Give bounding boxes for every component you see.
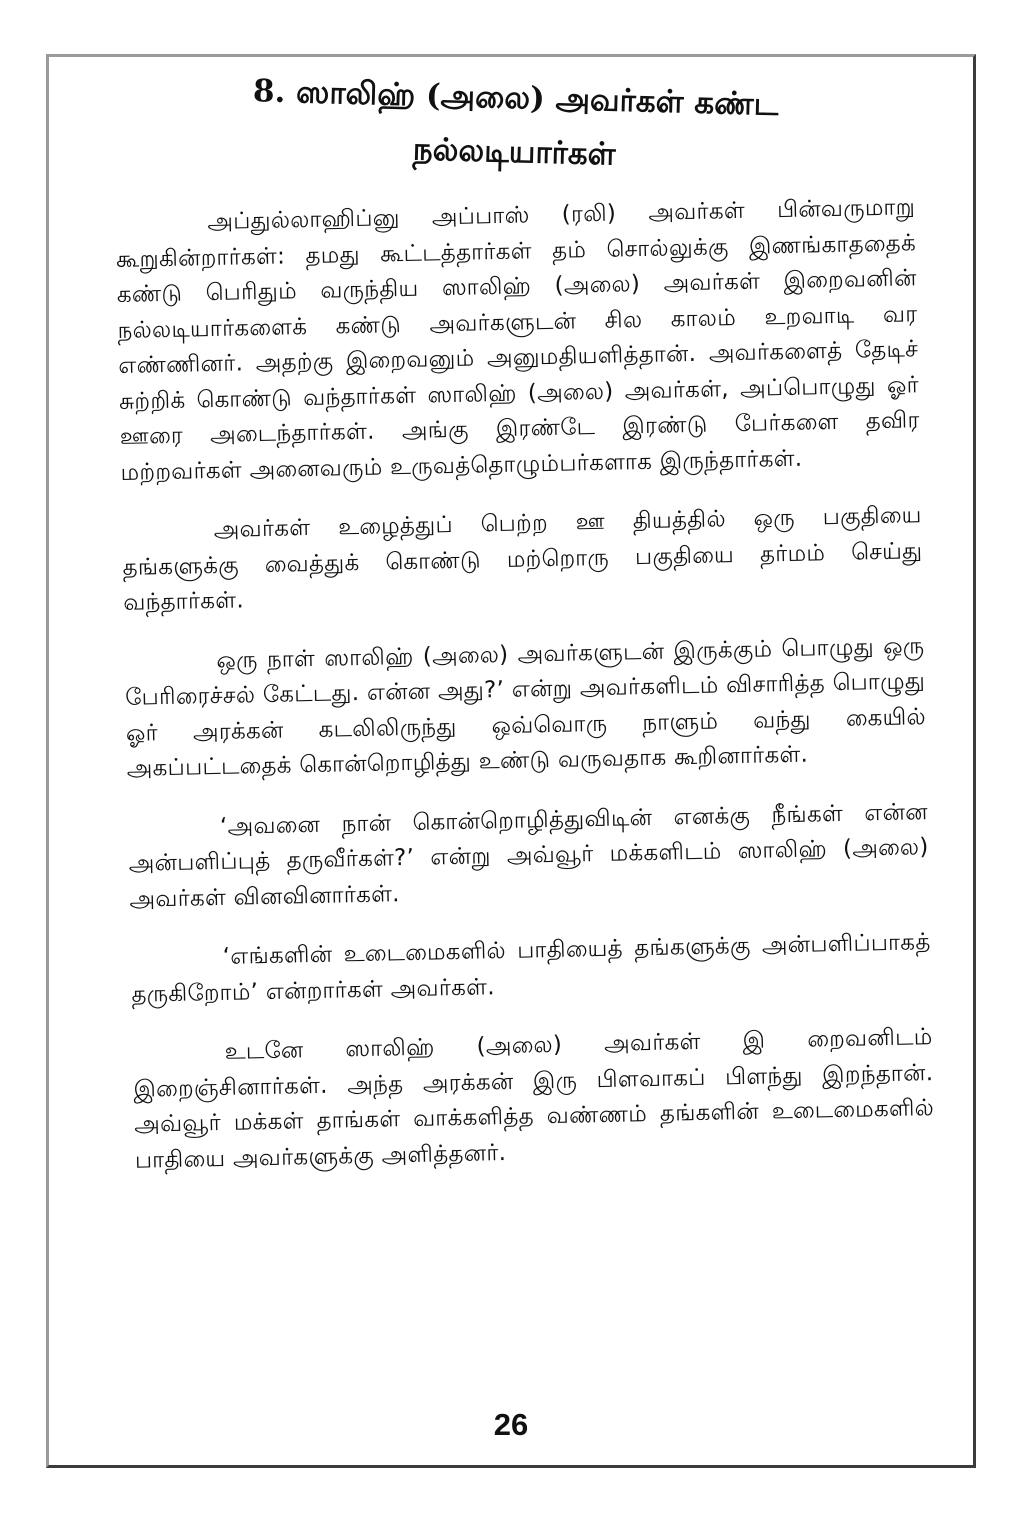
page-number: 26 [493,1407,529,1442]
chapter-title-line-2: நல்லடியார்கள் [412,131,617,173]
paragraph-5: ‘எங்களின் உடைமைகளில் பாதியைத் தங்களுக்கு அன்பளிப்பாகத் தருகிறோம்’ என்றார்கள் அவர்கள். [131,929,931,1008]
page-content [115,57,935,1203]
page-frame [46,54,976,1468]
paragraph-2: அவர்கள் உழைத்துப் பெற்ற ஊ தியத்தில் ஒரு பகுதியை தங்களுக்கு வைத்துக் கொண்டு மற்றொரு பகுதியை தர்மம் செய்து வந்தார்கள். [122,502,923,616]
paragraph-3: ஒரு நாள் ஸாலிஹ் (அலை) அவர்களுடன் இருக்கும் பொழுது ஒரு பேரிரைச்சல் கேட்டது. என்ன அது?’ என்று அவர்களிடம் விசாரித்த பொழுது ஓர் அரக்கன் கடலிலிருந்து ஒவ்வொரு நாளும் வந்து கையில் அகப்பட்டதைக் கொன்றொழித்து உண்டு வருவதாக கூறினார்கள். [125,632,927,782]
body-text [115,190,935,1179]
paragraph-6: உடனே ஸாலிஹ் (அலை) அவர்கள் இ றைவனிடம் இறைஞ்சினார்கள். அந்த அரக்கன் இரு பிளவாகப் பிளந்து இறந்தான். அவ்வூர் மக்கள் தாங்கள் வாக்களித்த வண்ணம் தங்களின் உடைமைகளில் பாதியை அவர்களுக்கு அளித்தனர். [133,1024,935,1174]
paragraph-1: அப்துல்லாஹிப்னு அப்பாஸ் (ரலி) அவர்கள் பின்வருமாறு கூறுகின்றார்கள்: தமது கூட்டத்தார்கள் தம் சொல்லுக்கு இணங்காததைக் கண்டு பெரிதும் வருந்திய ஸாலிஹ் (அலை) அவர்கள் இறைவனின் நல்லடியார்களைக் கண்டு அவர்களுடன் சில காலம் உறவாடி வர எண்ணினர். அதற்கு இறைவனும் அனுமதியளித்தான். அவர்களைத் தேடிச் சுற்றிக் கொண்டு வந்தார்கள் ஸாலிஹ் (அலை) அவர்கள், அப்பொழுது ஓர் ஊரை அடைந்தார்கள். அங்கு இரண்டே இரண்டு பேர்களை தவிர மற்றவர்கள் அனைவரும் உருவத்தொழும்பர்களாக இருந்தார்கள். [115,194,920,486]
paragraph-4: ‘அவனை நான் கொன்றொழித்துவிடின் எனக்கு நீங்கள் என்ன அன்பளிப்புத் தருவீர்கள்?’ என்று அவ்வூர் மக்களிடம் ஸாலிஹ் (அலை) அவர்கள் வினவினார்கள். [128,798,929,913]
chapter-title [114,61,917,190]
chapter-title-line-1: 8. ஸாலிஹ் (அலை) அவர்கள் கண்ட [252,73,779,123]
